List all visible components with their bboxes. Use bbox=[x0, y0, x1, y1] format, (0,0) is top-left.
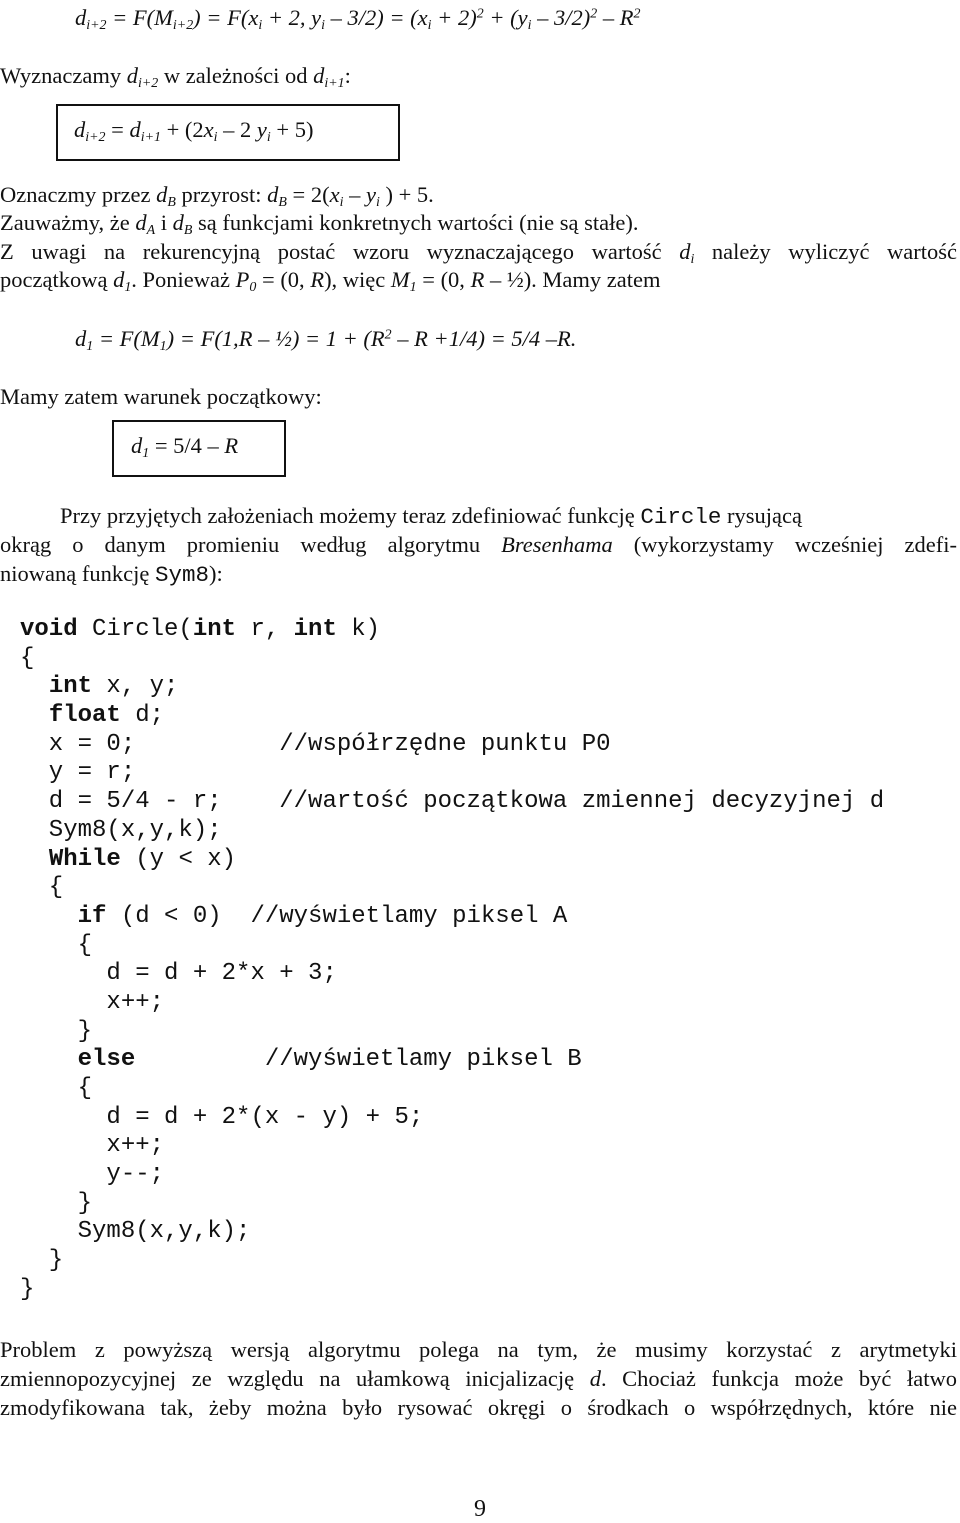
paragraph-line: Z uwagi na rekurencyjną postać wzoru wyznaczającego wartość $d_i$ należy wyliczyć wartość bbox=[0, 239, 957, 268]
paragraph-line: Oznaczmy przez $d_B$ przyrost: $d_B = 2(x_i - y_i$ ) + 5. bbox=[0, 182, 434, 211]
code-line: void Circle(int r, int k) bbox=[20, 616, 381, 643]
code-line: { bbox=[20, 874, 64, 902]
paragraph-line: początkową $d_1$. Ponieważ $P_0 = (0$, R), więc $M_1 = (0$, R – ½). Mamy zatem bbox=[0, 267, 661, 296]
intro-paragraph-line: okrąg o danym promieniu według algorytmu Bresenhama (wykorzystamy wcześniej zdefi- bbox=[0, 532, 957, 557]
code-line: } bbox=[20, 1275, 35, 1303]
code-line: } bbox=[20, 1189, 93, 1217]
code-line: else //wyświetlamy piksel B bbox=[77, 1046, 582, 1074]
paragraph-line: Zauważmy, że $d_A$ i $d_B$ są funkcjami konkretnych wartości (nie są stałe). bbox=[0, 210, 639, 239]
code-line: float d; bbox=[48, 702, 165, 730]
code-line: Sym8(x,y,k); bbox=[20, 816, 222, 844]
code-line: d = 5/4 - r; //wartość początkowa zmiennej decyzyjnej d bbox=[20, 788, 885, 816]
boxed-initial-condition-text: $d_1 = 5/4 - R$ bbox=[131, 433, 239, 462]
code-line: } bbox=[20, 1247, 64, 1275]
intro-paragraph-line: Przy przyjętych założeniach możemy teraz zdefiniować funkcję Circle rysującą bbox=[60, 503, 802, 530]
page-number: 9 bbox=[474, 1496, 486, 1522]
code-line: y--; bbox=[20, 1161, 165, 1189]
code-line: While (y < x) bbox=[48, 845, 237, 873]
intro-paragraph-line: niowaną funkcję Sym8): bbox=[0, 561, 223, 588]
closing-paragraph-line: zmiennopozycyjnej ze względu na ułamkową inicjalizację d. Chociaż funkcja może być łatwo bbox=[0, 1366, 957, 1391]
code-line: } bbox=[20, 1017, 93, 1045]
code-line: int x, y; bbox=[48, 673, 179, 701]
text-determine-line: Wyznaczamy $d_{i+2}$ w zależności od $d_{i+1}$: bbox=[0, 63, 351, 92]
code-line: if (d < 0) //wyświetlamy piksel A bbox=[77, 902, 568, 930]
boxed-recurrence-text: $d_{i+2} = d_{i+1} + (2x_i - 2$ $y_i + 5$) bbox=[74, 117, 314, 146]
code-line: y = r; bbox=[20, 759, 136, 787]
equation-d1: $d_1 = F(M_1) = F(1,R$ – ½) = $1 + (R^2 - R +1/4) = 5/4$ –R. bbox=[75, 326, 577, 355]
code-line: x++; bbox=[20, 988, 165, 1016]
text-initial-condition-label: Mamy zatem warunek początkowy: bbox=[0, 384, 322, 409]
code-line: x++; bbox=[20, 1132, 165, 1160]
code-line: Sym8(x,y,k); bbox=[20, 1218, 251, 1246]
code-line: d = d + 2*(x - y) + 5; bbox=[20, 1103, 424, 1131]
closing-paragraph-line: Problem z powyższą wersją algorytmu polega na tym, że musimy korzystać z arytmetyki bbox=[0, 1337, 957, 1362]
code-line: { bbox=[20, 644, 35, 672]
equation-d-i-plus-2: $d_{i+2} = F(M_{i+2}) = F(x_i + 2$, $y_i - 3/2) = (x_i + 2)^2 + (y_i - 3/2)^2 - R^2$ bbox=[75, 5, 641, 34]
code-listing bbox=[20, 616, 884, 1305]
code-line: { bbox=[20, 1075, 93, 1102]
code-line: x = 0; //współrzędne punktu P0 bbox=[20, 730, 611, 758]
code-line: { bbox=[20, 931, 93, 959]
code-line: d = d + 2*x + 3; bbox=[20, 960, 337, 988]
closing-paragraph-line: zmodyfikowana tak, żeby można było rysować okręgi o środkach o współrzędnych, które nie bbox=[0, 1395, 957, 1420]
